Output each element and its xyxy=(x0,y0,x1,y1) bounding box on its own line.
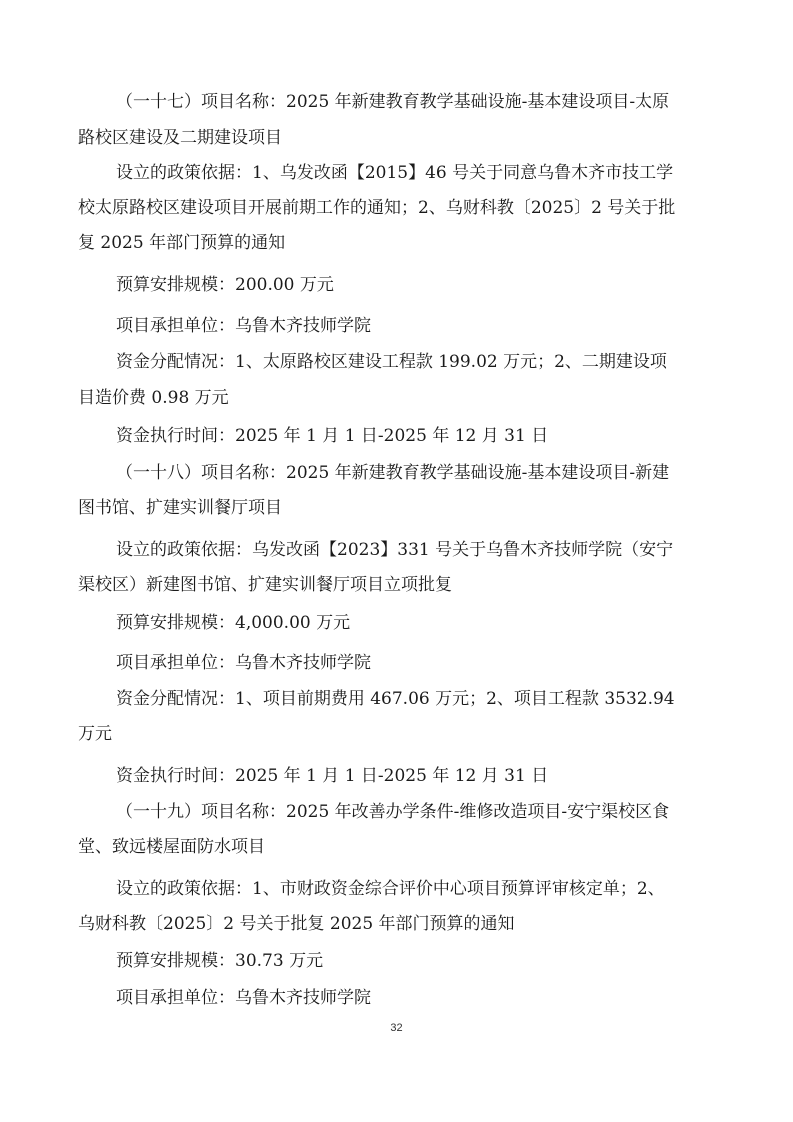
text-line-23: 乌财科教〔2025〕2 号关于批复 2025 年部门预算的通知 xyxy=(78,914,515,934)
page-number: 32 xyxy=(390,1022,403,1034)
text-line-14: 渠校区）新建图书馆、扩建实训餐厅项目立项批复 xyxy=(78,575,452,595)
text-line-4: 校太原路校区建设项目开展前期工作的通知；2、乌财科教〔2025〕2 号关于批 xyxy=(78,198,676,218)
text-line-9: 目造价费 0.98 万元 xyxy=(78,388,229,408)
text-line-8: 资金分配情况：1、太原路校区建设工程款 199.02 万元；2、二期建设项 xyxy=(116,352,667,372)
text-line-22: 设立的政策依据：1、市财政资金综合评价中心项目预算评审核定单；2、 xyxy=(116,879,665,899)
text-line-20: （一十九）项目名称：2025 年改善办学条件-维修改造项目-安宁渠校区食 xyxy=(116,802,670,822)
text-line-18: 万元 xyxy=(78,724,112,744)
text-line-11: （一十八）项目名称：2025 年新建教育教学基础设施-基本建设项目-新建 xyxy=(116,463,670,483)
text-line-25: 项目承担单位：乌鲁木齐技师学院 xyxy=(116,988,371,1008)
text-line-6: 预算安排规模：200.00 万元 xyxy=(116,275,334,295)
text-line-1: （一十七）项目名称：2025 年新建教育教学基础设施-基本建设项目-太原 xyxy=(116,92,670,112)
text-line-13: 设立的政策依据：乌发改函【2023】331 号关于乌鲁木齐技师学院（安宁 xyxy=(116,540,674,560)
text-line-21: 堂、致远楼屋面防水项目 xyxy=(78,837,265,857)
text-line-15: 预算安排规模：4,000.00 万元 xyxy=(116,613,351,633)
text-line-2: 路校区建设及二期建设项目 xyxy=(78,128,282,148)
text-line-17: 资金分配情况：1、项目前期费用 467.06 万元；2、项目工程款 3532.94 xyxy=(116,689,675,709)
text-line-24: 预算安排规模：30.73 万元 xyxy=(116,951,324,971)
text-line-7: 项目承担单位：乌鲁木齐技师学院 xyxy=(116,316,371,336)
text-line-12: 图书馆、扩建实训餐厅项目 xyxy=(78,498,282,518)
text-line-5: 复 2025 年部门预算的通知 xyxy=(78,233,286,253)
text-line-10: 资金执行时间：2025 年 1 月 1 日-2025 年 12 月 31 日 xyxy=(116,426,549,446)
text-line-16: 项目承担单位：乌鲁木齐技师学院 xyxy=(116,653,371,673)
text-line-3: 设立的政策依据：1、乌发改函【2015】46 号关于同意乌鲁木齐市技工学 xyxy=(116,163,674,183)
text-line-19: 资金执行时间：2025 年 1 月 1 日-2025 年 12 月 31 日 xyxy=(116,766,549,786)
